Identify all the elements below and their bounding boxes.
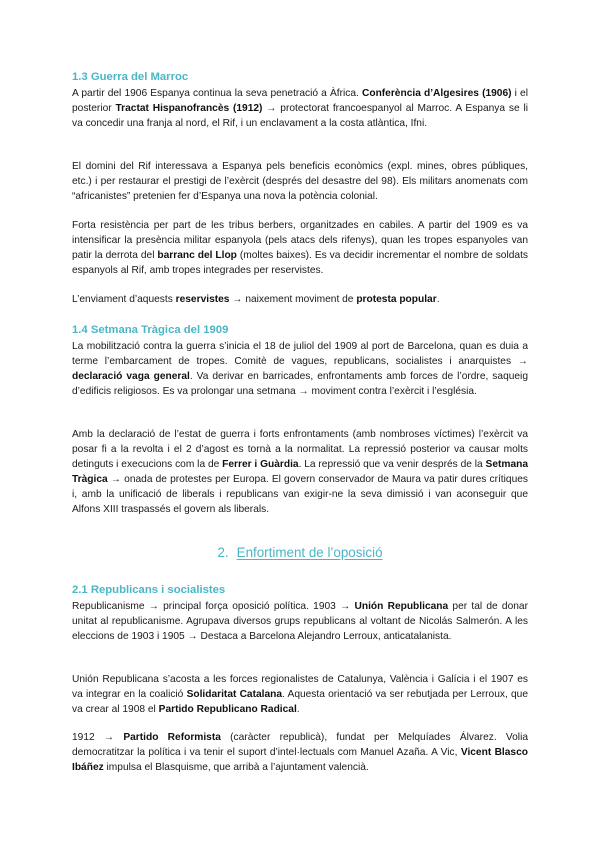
- paragraph: Unión Republicana s’acosta a les forces regionalistes de Catalunya, València i Galícia i el 1907 es va integrar en la coalició Solidaritat Catalana. Aquesta orientació va ser rebutjada per Lerroux, que va crear al 1908 el Partido Republicano Radical.: [72, 674, 528, 715]
- section-heading-setmana-tragica: 1.4 Setmana Tràgica del 1909: [72, 324, 229, 336]
- paragraph: A partir del 1906 Espanya continua la seva penetració a Àfrica. Conferència d’Algesires (1906) i el posterior Tractat Hispanofrancès (1912) → protectorat francoespanyol al Marroc. A Espanya se li va concedir una franja al nord, el Rif, i un enclavament a la costa atlàntica, Ifni.: [72, 88, 529, 129]
- section-heading-enfortiment-oposicio: [72, 545, 528, 560]
- section-number: 2.: [217, 545, 229, 560]
- paragraph: La mobilització contra la guerra s’inicia el 18 de juliol del 1909 al port de Barcelona, quan es duia a terme l’embarcament de tropes. Comitè de vagues, republicans, socialistes i anarquistes → declaració vaga general. Va derivar en barricades, enfrontaments amb forces de l’ordre, saqueig d’edificis religiosos. Es va prolongar una setmana → moviment contra l’exèrcit i l’església.: [72, 341, 528, 397]
- paragraph: L’enviament d’aquests reservistes → naixement moviment de protesta popular.: [72, 294, 440, 305]
- paragraph: Forta resistència per part de les tribus berbers, organitzades en cabiles. A partir del 1909 es va intensificar la presència militar espanyola (pels atacs dels rifenys), quan les tropes espanyoles van patir la derrota del barranc del Llop (moltes baixes). Es va decidir incrementar el nombre de soldats espanyols al Rif, amb tropes integrades per reservistes.: [72, 220, 528, 276]
- paragraph: 1912 → Partido Reformista (caràcter republicà), fundat per Melquíades Álvarez. Volia democratitzar la política i va tenir el suport d’intel·lectuals com Manuel Azaña. A Vic, Vicent Blasco Ibáñez impulsa el Blasquisme, que arribà a l’ajuntament valencià.: [72, 732, 528, 773]
- paragraph: El domini del Rif interessava a Espanya pels beneficis econòmics (expl. mines, obres públiques, etc.) i per restaurar el prestigi de l’exèrcit (després del desastre del 98). Els militars anomenats com “africanistes” pretenien fer d’Espanya una nova la potència colonial.: [72, 161, 528, 202]
- section-heading-guerra-marroc: 1.3 Guerra del Marroc: [72, 71, 189, 83]
- section-title: Enfortiment de l’oposició: [236, 545, 383, 560]
- section-heading-republicans-socialistes: 2.1 Republicans i socialistes: [72, 584, 226, 596]
- paragraph: Amb la declaració de l’estat de guerra i forts enfrontaments (amb nombroses víctimes) l’exèrcit va posar fi a la revolta i el 2 d’agost es tornà a la normalitat. La repressió posterior va causar molts detinguts i execucions com la de Ferrer i Guàrdia. La repressió que va venir després de la Setmana Tràgica → onada de protestes per Europa. El govern conservador de Maura va patir dures crítiques i, amb la unificació de liberals i republicans van exigir-ne la seva dimissió i van aconseguir que Alfons XIII traspassés el govern als liberals.: [72, 429, 528, 515]
- paragraph: Republicanisme → principal força oposició política. 1903 → Unión Republicana per tal de donar unitat al republicanisme. Agrupava diversos grups republicans al voltant de Nicolás Salmerón. A les eleccions de 1903 i 1905 → Destaca a Barcelona Alejandro Lerroux, anticatalanista.: [72, 601, 528, 642]
